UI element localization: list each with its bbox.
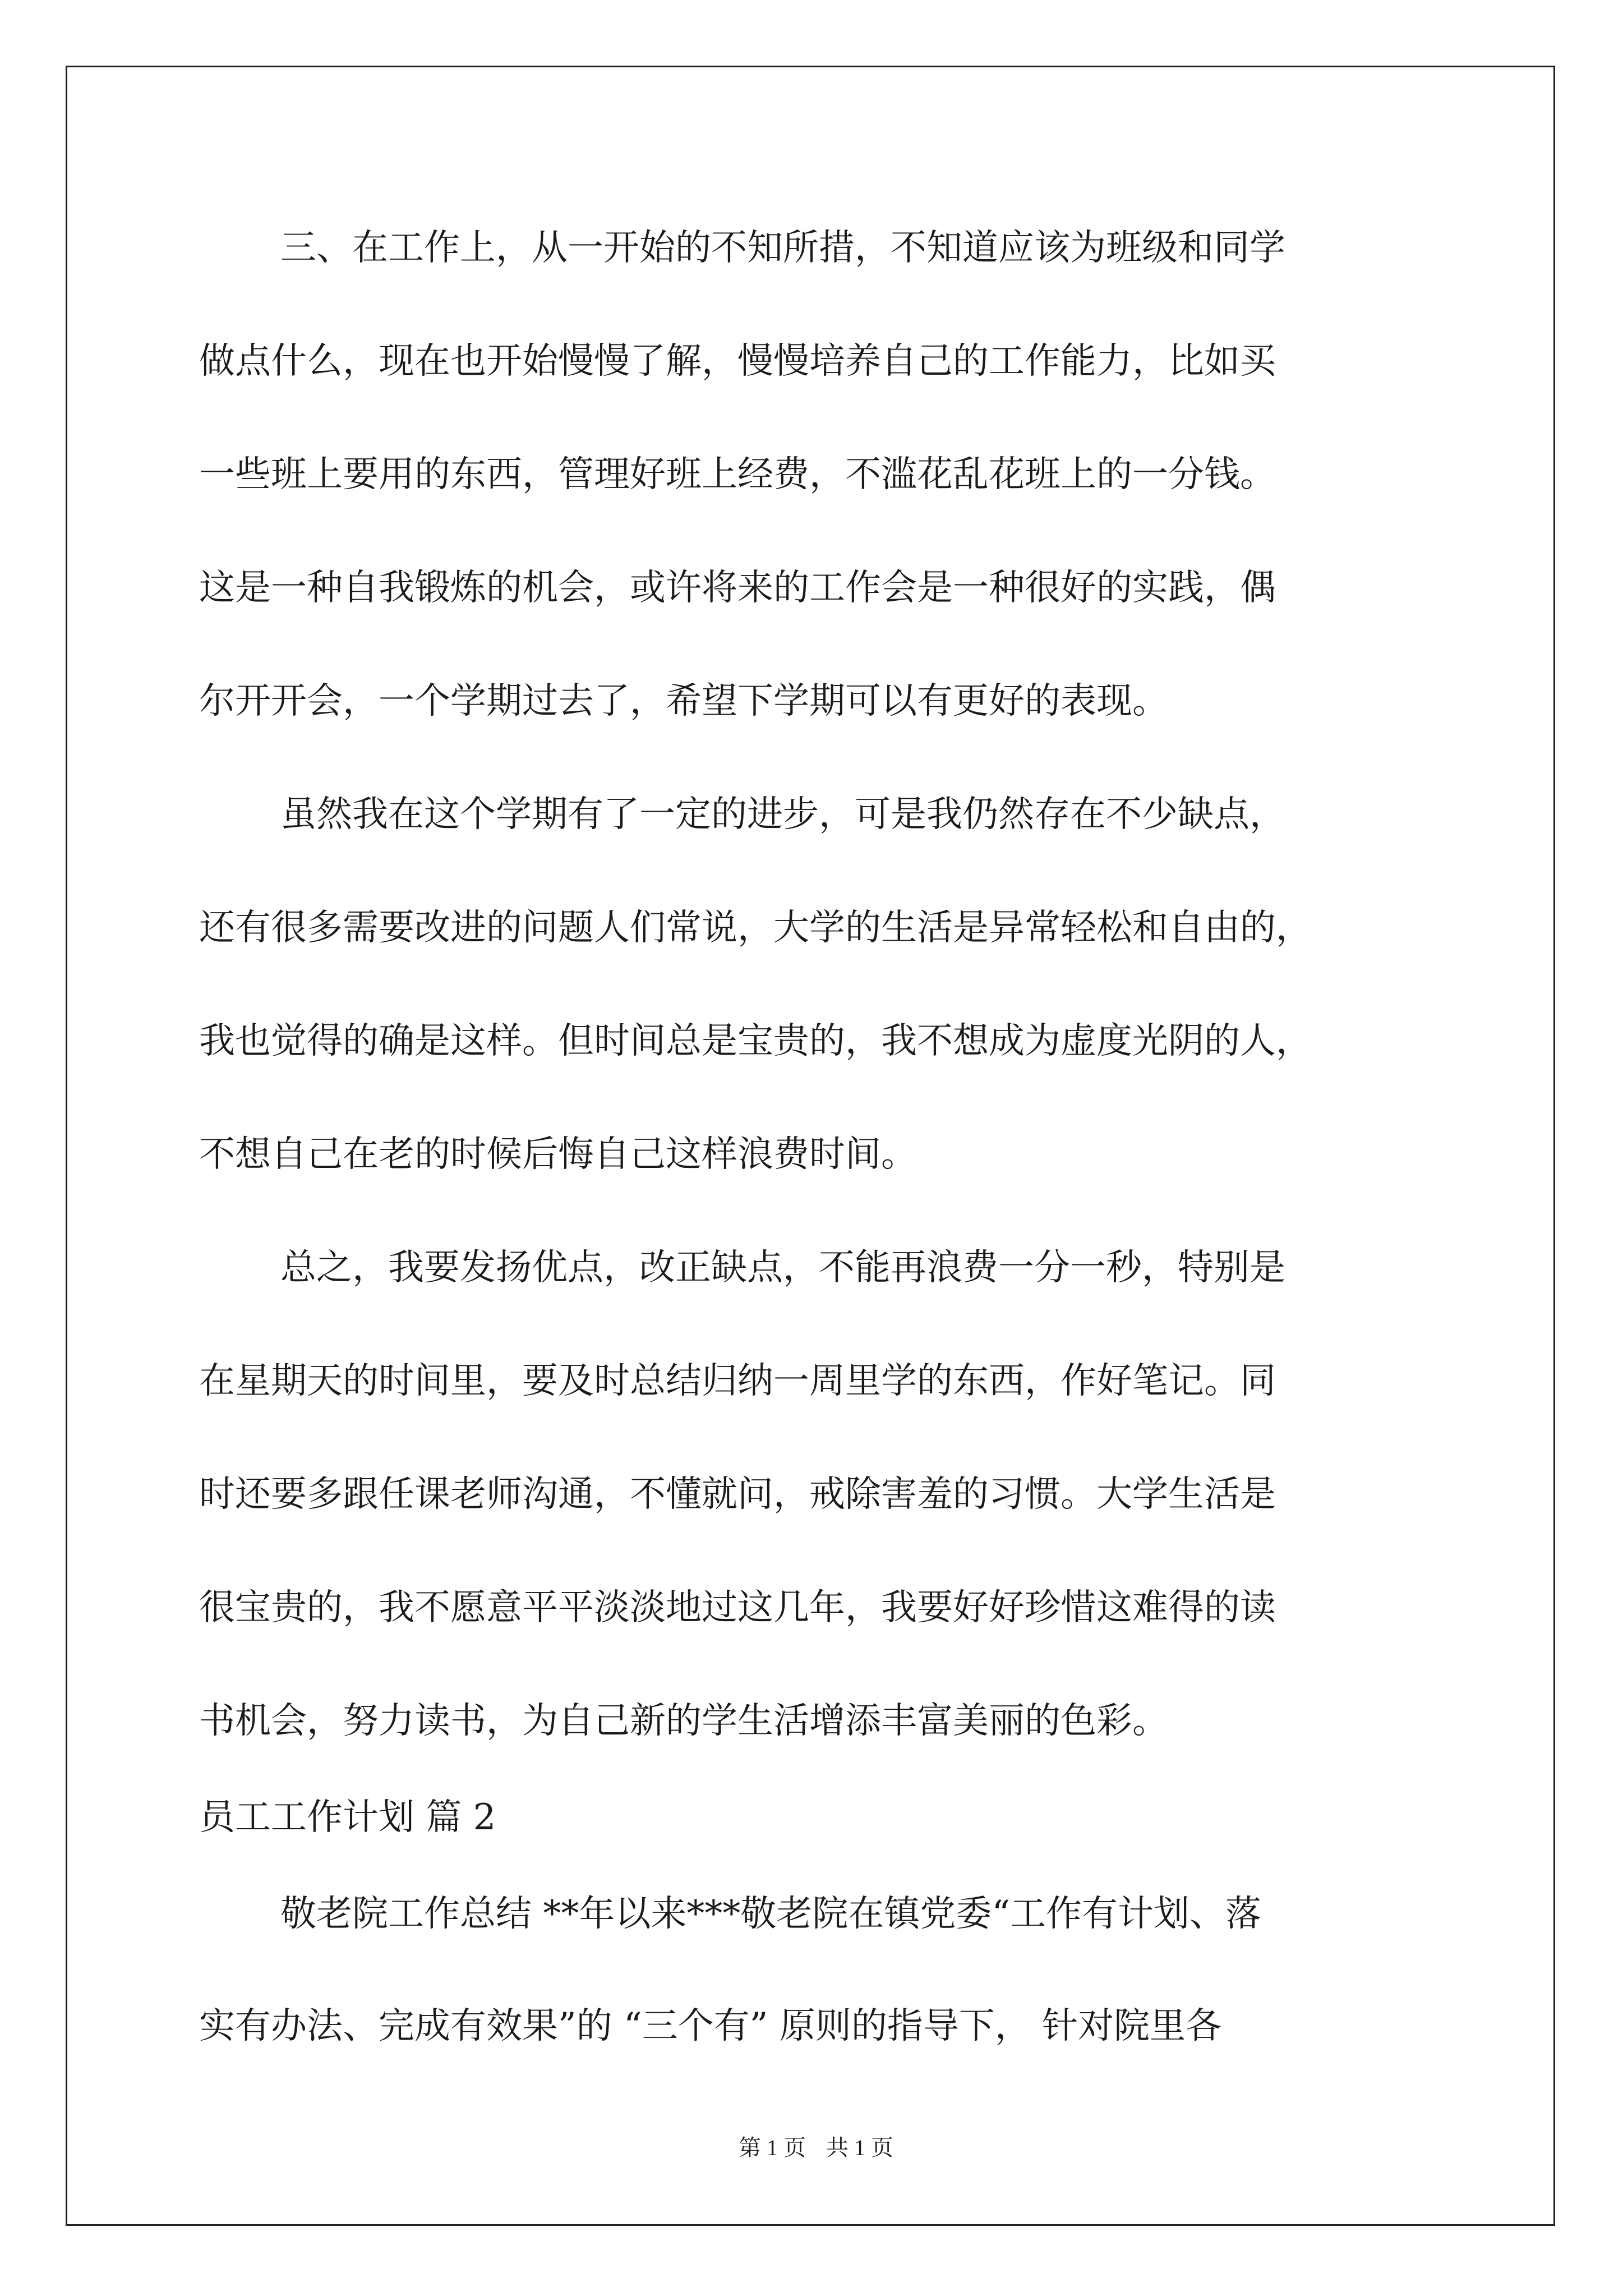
page-number: 第 1 页 [739,2135,806,2160]
paragraph-4-line-2: 实有办法、完成有效果”的 “三个有” 原则的指导下， 针对院里各 [199,2005,1222,2047]
paragraph-3-line-5: 书机会，努力读书，为自己新的学生活增添丰富美丽的色彩。 [199,1700,1168,1742]
paragraph-3-line-1: 总之，我要发扬优点，改正缺点，不能再浪费一分一秒，特别是 [280,1247,1285,1289]
paragraph-1-line-4: 这是一种自我锻炼的机会，或许将来的工作会是一种很好的实践，偶 [199,567,1276,609]
paragraph-3-line-4: 很宝贵的，我不愿意平平淡淡地过这几年，我要好好珍惜这难得的读 [199,1587,1276,1628]
paragraph-2-line-4: 不想自己在老的时候后悔自己这样浪费时间。 [199,1134,917,1175]
page-total: 共 1 页 [826,2135,893,2160]
paragraph-1-line-2: 做点什么，现在也开始慢慢了解，慢慢培养自己的工作能力，比如买 [199,341,1276,382]
paragraph-2-line-1: 虽然我在这个学期有了一定的进步，可是我仍然存在不少缺点， [280,794,1285,835]
paragraph-4-line-1: 敬老院工作总结 **年以来***敬老院在镇党委“工作有计划、落 [280,1893,1262,1935]
paragraph-1-line-3: 一些班上要用的东西，管理好班上经费，不滥花乱花班上的一分钱。 [199,454,1276,495]
paragraph-3-line-2: 在星期天的时间里，要及时总结归纳一周里学的东西，作好笔记。同 [199,1360,1276,1402]
paragraph-2-line-2: 还有很多需要改进的问题人们常说，大学的生活是异常轻松和自由的， [199,907,1312,949]
paragraph-3-line-3: 时还要多跟任课老师沟通，不懂就问，戒除害羞的习惯。大学生活是 [199,1474,1276,1515]
paragraph-2-line-3: 我也觉得的确是这样。但时间总是宝贵的，我不想成为虚度光阴的人， [199,1020,1312,1062]
paragraph-1-line-1: 三、在工作上，从一开始的不知所措，不知道应该为班级和同学 [280,227,1285,269]
paragraph-1-line-5: 尔开开会，一个学期过去了，希望下学期可以有更好的表现。 [199,680,1168,722]
section-heading: 员工工作计划 篇 2 [199,1797,496,1838]
page-footer [723,2130,909,2162]
